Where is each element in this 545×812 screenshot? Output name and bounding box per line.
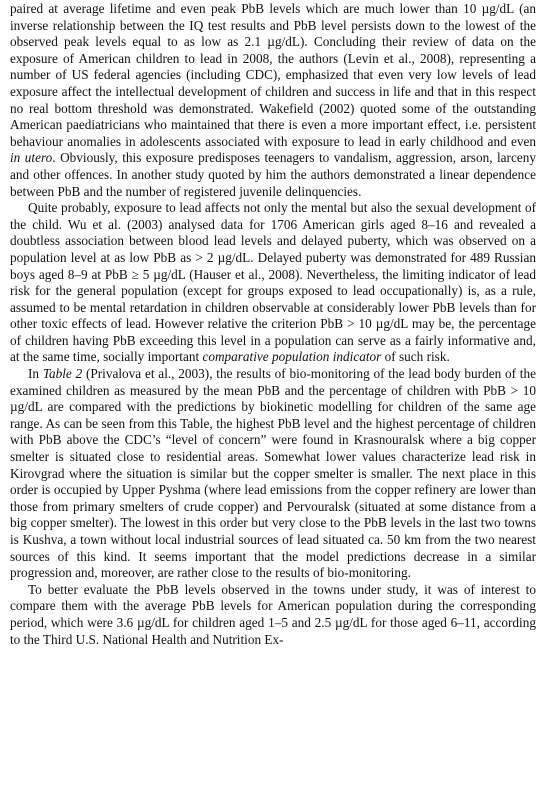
text-run: (Privalova et al., 2003), the results of bio-monitoring of the lead body burden of the examined children as measured by the mean PbB and the percentage of children with PbB > 10 µg/dL are compared with the predictions by biokinetic modelling for children of the same age range. As can be seen from this Table, the highest PbB level and the highest percentage of children with PbB above the CDC’s “level of concern” were found in Krasnouralsk where a big copper smelter is situated close to residential areas. Somewhat lower values characterize lead risk in Kirovgrad where the situation is similar but the copper smelter is smaller. The next place in this order is occupied by Upper Pyshma (where lead emissions from the copper refinery are lower than those from primary smelters of crude copper) and Pervouralsk (situated at some distance from a big copper smelter). The lowest in this order but very close to the PbB levels in the last two towns is Kushva, a town without local industrial sources of lead situated ca. 50 km from the two nearest sources of this kind. It seems important that the model predictions decrease in a similar progression and, moreover, are rather close to the results of bio-monitoring.	[10, 366, 536, 581]
paragraph-4	[10, 582, 536, 648]
paragraph-3	[10, 366, 536, 582]
text-run: . Obviously, this exposure predisposes teenagers to vandalism, aggression, arson, larceny and other offences. In another study quoted by him the authors demonstrated a linear dependence between PbB and the number of registered juvenile delinquencies.	[10, 150, 536, 199]
paragraph-1	[10, 1, 536, 200]
italic-term-comparative-indicator: comparative population indicator	[202, 349, 382, 365]
text-run: Quite probably, exposure to lead affects not only the mental but also the sexual development of the child. Wu et al. (2003) analysed data for 1706 American girls aged 8–16 and revealed a doubtless association between blood lead levels and delayed puberty, which was observed on a population level at as low PbB as > 2 µg/dL. Delayed puberty was demonstrated for 489 Russian boys aged 8–9 at PbB ≥ 5 µg/dL (Hauser et al., 2008). Nevertheless, the limiting indicator of lead risk for the general population (except for groups exposed to lead occupationally) is, as a rule, assumed to be mental retardation in children observable at considerably lower PbB levels than for other toxic effects of lead. However relative the criterion PbB > 10 µg/dL may be, the percentage of children having PbB exceeding this level in a population can serve as a fairly informative and, at the same time, socially important	[10, 200, 536, 365]
italic-term-in-utero: in utero	[10, 150, 53, 166]
text-run: To better evaluate the PbB levels observed in the towns under study, it was of interest to compare them with the average PbB levels for American population during the corresponding period, which were 3.6 µg/dL for children aged 1–5 and 2.5 µg/dL for those aged 6–11, according to the Third U.S. National Health and Nutrition Ex-	[10, 581, 536, 647]
body-text	[10, 1, 536, 648]
text-run: In	[28, 366, 43, 382]
paragraph-2	[10, 200, 536, 366]
table-reference: Table 2	[42, 366, 83, 382]
text-run: paired at average lifetime and even peak PbB levels which are much lower than 10 µg/dL (an inverse relationship between the IQ test results and PbB level persists down to the lowest of the observed peak levels equal to as low as 2.1 µg/dL). Concluding their review of data on the exposure of American children to lead in 2008, the authors (Levin et al., 2008), representing a number of US federal agencies (including CDC), emphasized that even very low levels of lead exposure affect the intellectual development of children and success in life and that in this respect no real bottom threshold was demonstrated. Wakefield (2002) quoted some of the outstanding American paediatricians who maintained that there is even a more important effect, i.e. persistent behaviour anomalies in adolescents associated with exposure to lead in early childhood and even	[10, 1, 536, 149]
text-run: of such risk.	[381, 349, 450, 365]
